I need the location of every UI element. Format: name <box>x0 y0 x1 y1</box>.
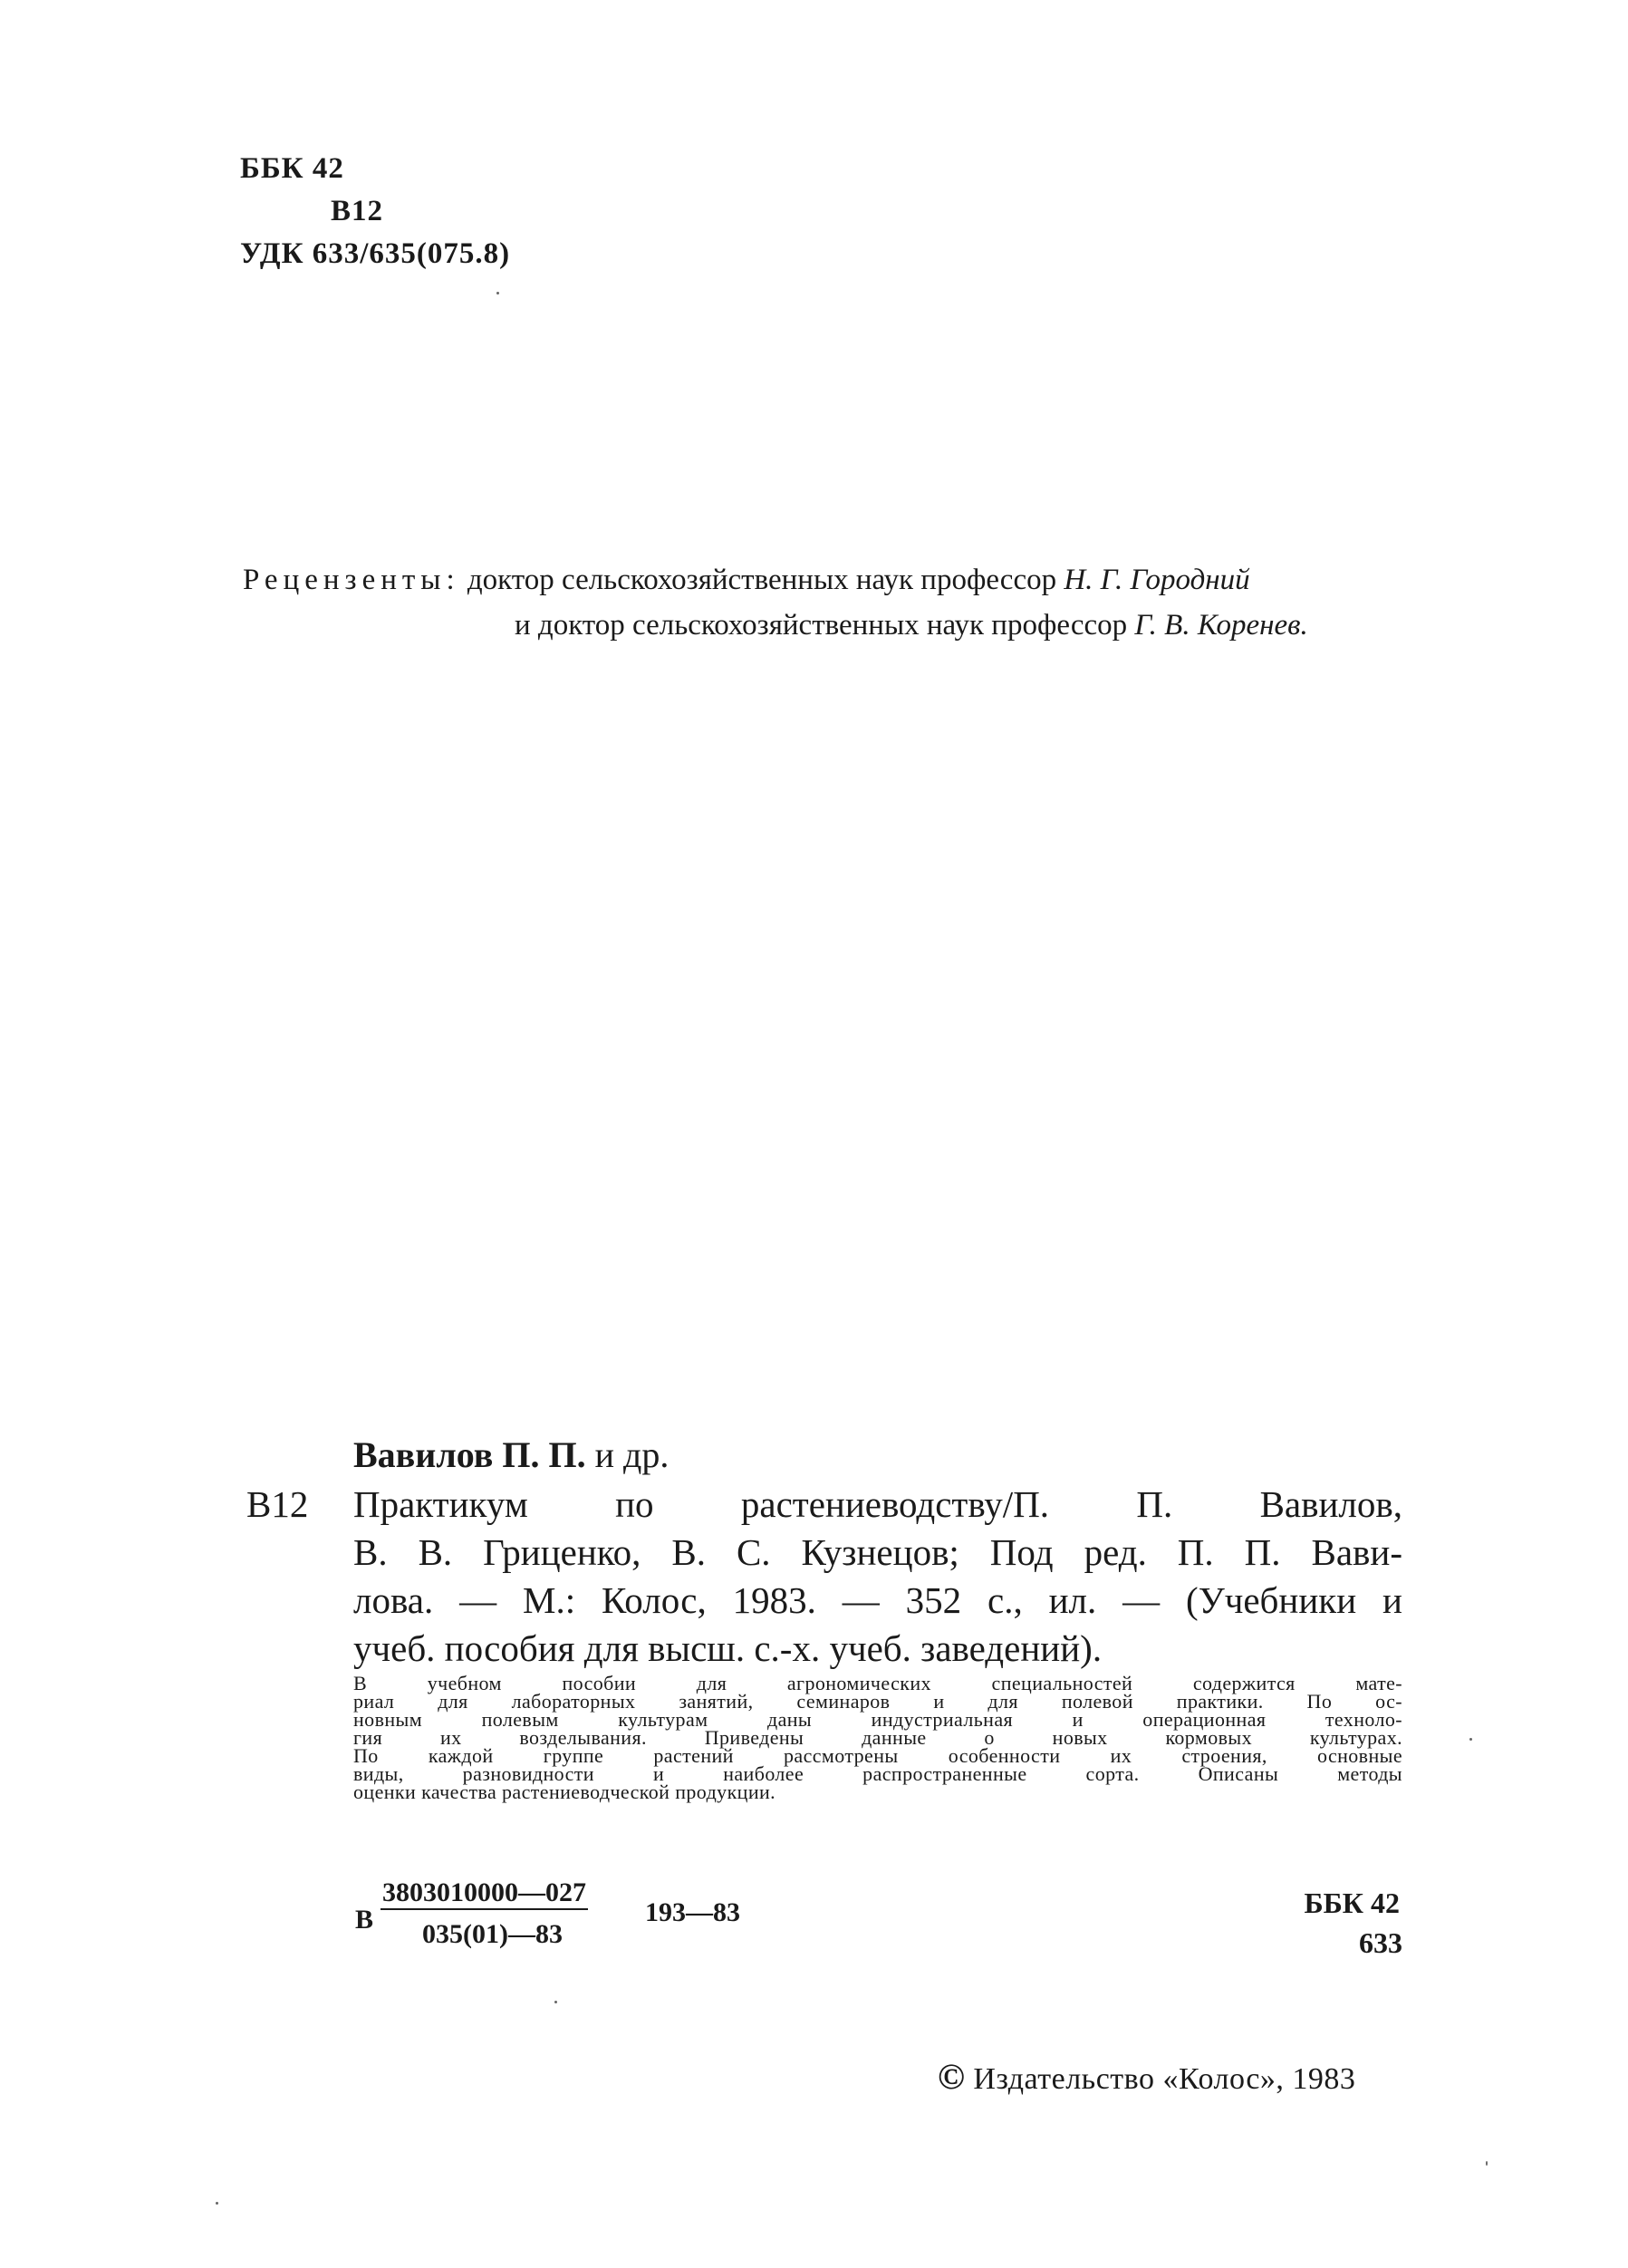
annotation-line: виды, разновидности и наиболее распространенные сорта. Описаны методы <box>353 1762 1402 1785</box>
card-author <box>353 1433 669 1476</box>
code-letter: В <box>355 1905 374 1935</box>
bbk-code: ББК 42 <box>240 152 344 185</box>
annotation-line: В учебном пособии для агрономических специальностей содержится мате- <box>353 1672 1402 1694</box>
reviewers-text-1: доктор сельскохозяйственных наук профессор <box>467 564 1057 596</box>
card-author-rest: и др. <box>594 1434 670 1475</box>
code-denominator: 035(01)—83 <box>422 1919 563 1949</box>
annotation-line: риал для лабораторных занятий, семинаров и для полевой практики. По ос- <box>353 1690 1402 1713</box>
card-index: В12 <box>246 1483 309 1525</box>
card-line: лова. — М.: Колос, 1983. — 352 с., ил. — (Учебники и <box>353 1579 1402 1621</box>
code-numerator: 3803010000—027 <box>381 1877 588 1910</box>
card-line: Практикум по растениеводству/П. П. Вавилов, <box>353 1483 1402 1525</box>
copyright-text: Издательство «Колос», 1983 <box>973 2062 1356 2096</box>
copyright <box>938 2055 1355 2098</box>
reviewers-line-2 <box>515 609 1308 642</box>
scan-speck <box>1469 1738 1472 1741</box>
udk-code: УДК 633/635(075.8) <box>240 237 511 270</box>
card-bbk: ББК 42 <box>1304 1887 1400 1919</box>
scan-speck <box>216 2202 218 2205</box>
code-tail: 193—83 <box>645 1897 740 1927</box>
card-annotation <box>353 1674 1402 1801</box>
annotation-line: новным полевым культурам даны индустриальная и операционная техноло- <box>353 1708 1402 1731</box>
copyright-icon: © <box>938 2056 966 2097</box>
card-line: учеб. пособия для высш. с.-х. учеб. заведений). <box>353 1627 1103 1669</box>
code-fraction <box>381 1877 588 1950</box>
index-code: В12 <box>331 195 384 227</box>
card-author-name: Вавилов П. П. <box>353 1434 586 1475</box>
card-line: В. В. Гриценко, В. С. Кузнецов; Под ред. П. П. Вави- <box>353 1531 1402 1573</box>
annotation-line: оценки качества растениеводческой продукции. <box>353 1781 776 1803</box>
scan-speck <box>496 292 499 294</box>
reviewers-line-1 <box>243 564 1250 597</box>
annotation-line: гия их возделывания. Приведены данные о новых кормовых культурах. <box>353 1726 1402 1749</box>
scan-speck <box>554 2001 557 2003</box>
reviewer-name-1: Н. Г. Городний <box>1064 564 1250 596</box>
annotation-line: По каждой группе растений рассмотрены особенности их строения, основные <box>353 1744 1402 1767</box>
card-bbk-sub: 633 <box>1359 1926 1402 1959</box>
reviewer-name-2: Г. В. Коренев. <box>1134 609 1308 642</box>
reviewers-text-2: и доктор сельскохозяйственных наук профессор <box>515 609 1128 642</box>
reviewers-label: Рецензенты: <box>243 564 460 596</box>
card-description <box>353 1481 1402 1673</box>
scan-speck <box>1486 2161 1488 2166</box>
